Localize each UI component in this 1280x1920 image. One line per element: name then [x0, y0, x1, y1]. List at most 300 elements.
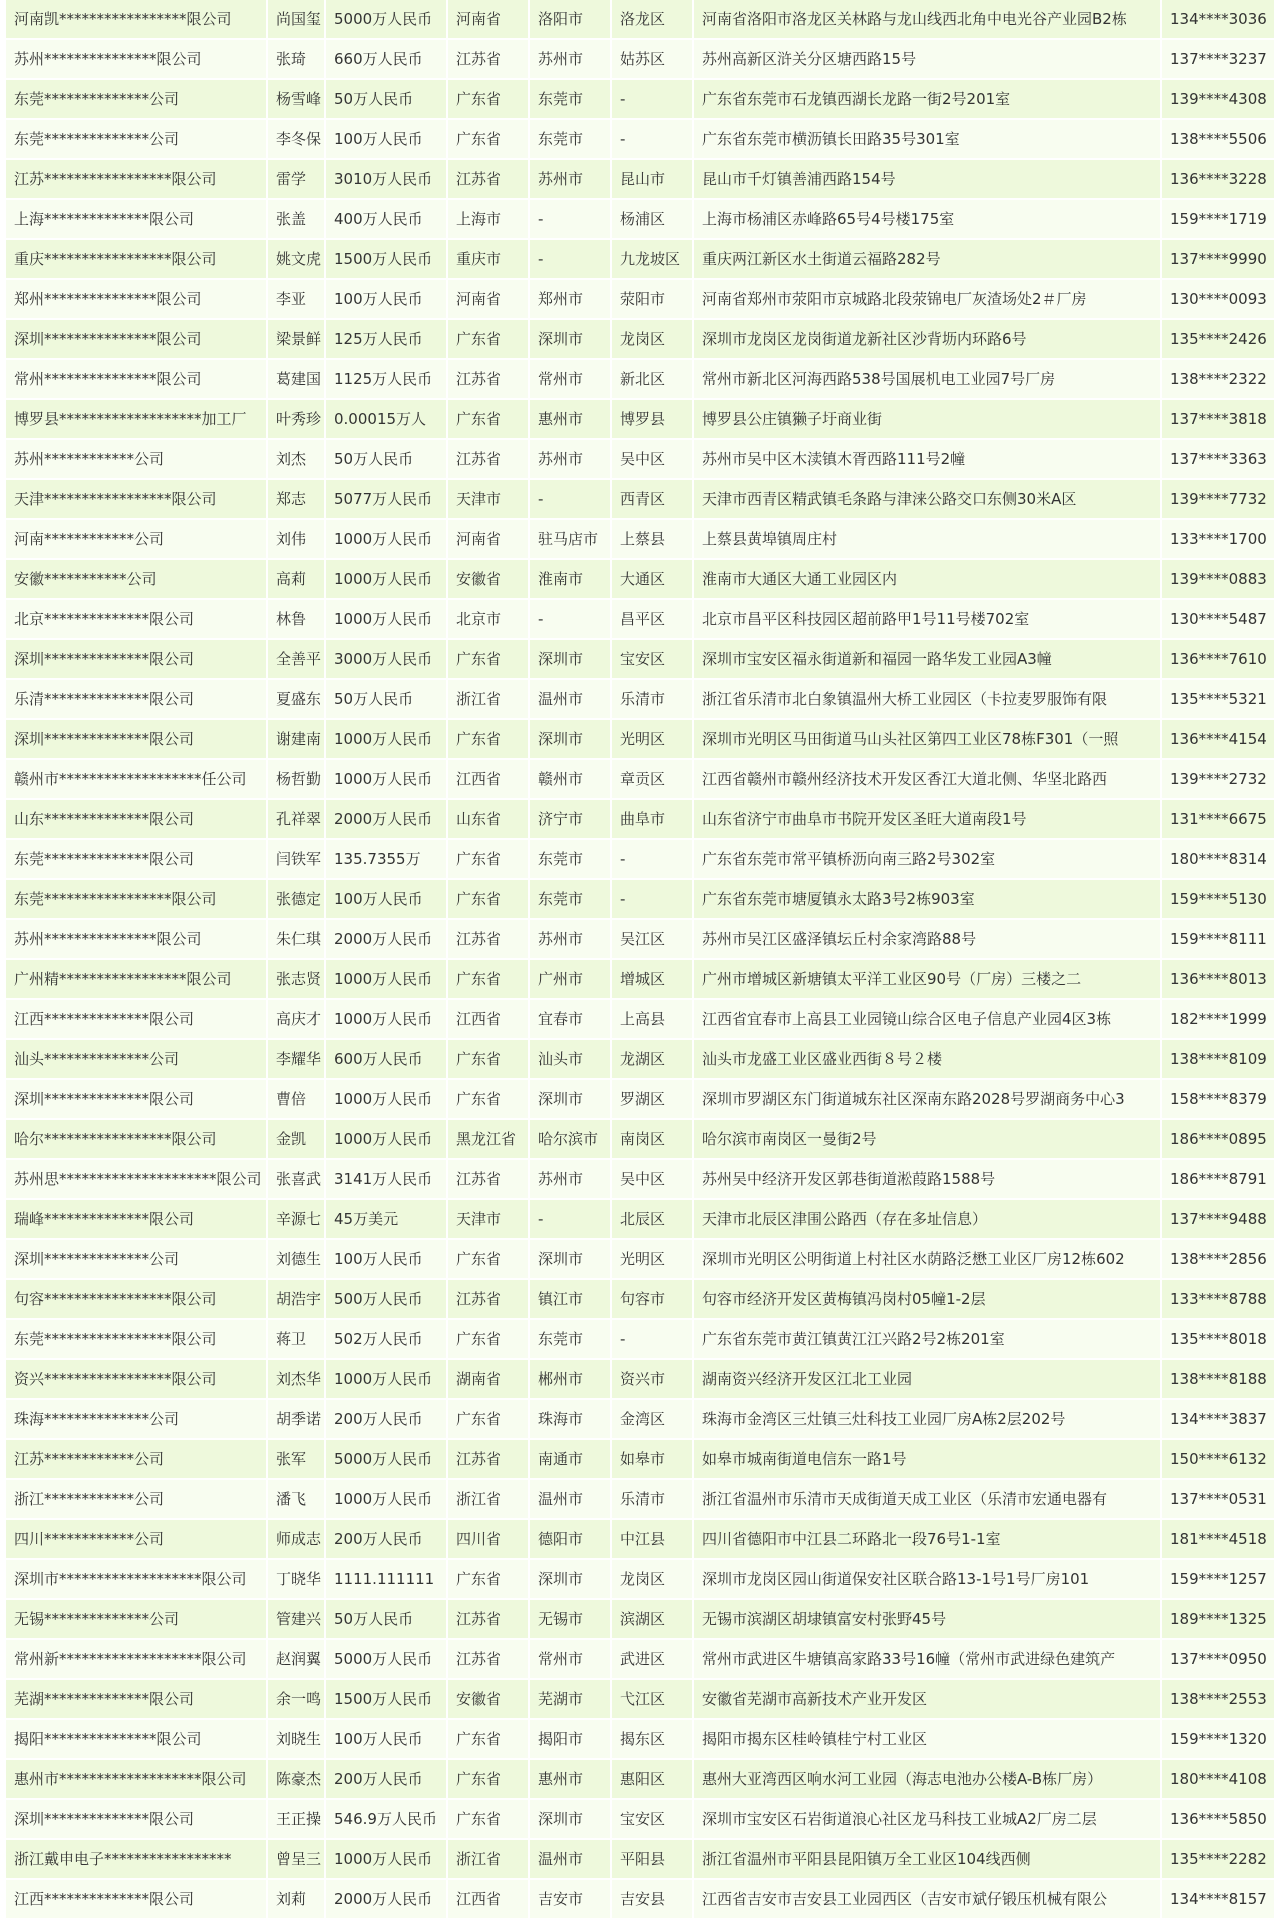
- legal-rep-cell: 葛建国: [268, 360, 326, 400]
- phone-cell: 136****4154: [1162, 720, 1274, 760]
- company-name-cell: 苏州************公司: [6, 440, 268, 480]
- address-cell: 上蔡县黄埠镇周庄村: [694, 520, 1162, 560]
- district-cell: 昆山市: [612, 160, 694, 200]
- district-cell: 杨浦区: [612, 200, 694, 240]
- district-cell: 乐清市: [612, 1480, 694, 1520]
- city-cell: 南通市: [530, 1440, 612, 1480]
- district-cell: 弋江区: [612, 1680, 694, 1720]
- city-cell: 苏州市: [530, 440, 612, 480]
- table-row: [6, 1200, 1274, 1240]
- legal-rep-cell: 张喜武: [268, 1160, 326, 1200]
- table-row: [6, 720, 1274, 760]
- legal-rep-cell: 张德定: [268, 880, 326, 920]
- address-cell: 深圳市罗湖区东门街道城东社区深南东路2028号罗湖商务中心3: [694, 1080, 1162, 1120]
- city-cell: 深圳市: [530, 320, 612, 360]
- province-cell: 广东省: [448, 80, 530, 120]
- phone-cell: 137****3237: [1162, 40, 1274, 80]
- province-cell: 江苏省: [448, 440, 530, 480]
- company-name-cell: 深圳**************限公司: [6, 1800, 268, 1840]
- legal-rep-cell: 全善平: [268, 640, 326, 680]
- table-row: [6, 400, 1274, 440]
- address-cell: 如皋市城南街道电信东一路1号: [694, 1440, 1162, 1480]
- province-cell: 江苏省: [448, 1600, 530, 1640]
- province-cell: 湖南省: [448, 1360, 530, 1400]
- legal-rep-cell: 管建兴: [268, 1600, 326, 1640]
- legal-rep-cell: 孔祥翠: [268, 800, 326, 840]
- capital-cell: 200万人民币: [326, 1400, 448, 1440]
- address-cell: 常州市新北区河海西路538号国展机电工业园7号厂房: [694, 360, 1162, 400]
- legal-rep-cell: 潘飞: [268, 1480, 326, 1520]
- city-cell: 洛阳市: [530, 0, 612, 40]
- table-row: [6, 1480, 1274, 1520]
- legal-rep-cell: 金凯: [268, 1120, 326, 1160]
- company-name-cell: 江西**************限公司: [6, 1880, 268, 1920]
- phone-cell: 189****1325: [1162, 1600, 1274, 1640]
- capital-cell: 0.00015万人: [326, 400, 448, 440]
- capital-cell: 1500万人民币: [326, 1680, 448, 1720]
- company-name-cell: 广州精*****************限公司: [6, 960, 268, 1000]
- province-cell: 浙江省: [448, 1480, 530, 1520]
- district-cell: 武进区: [612, 1640, 694, 1680]
- address-cell: 无锡市滨湖区胡埭镇富安村张野45号: [694, 1600, 1162, 1640]
- district-cell: -: [612, 1320, 694, 1360]
- province-cell: 广东省: [448, 1040, 530, 1080]
- phone-cell: 130****5487: [1162, 600, 1274, 640]
- province-cell: 安徽省: [448, 560, 530, 600]
- capital-cell: 600万人民币: [326, 1040, 448, 1080]
- legal-rep-cell: 胡季诺: [268, 1400, 326, 1440]
- address-cell: 深圳市光明区马田街道马山头社区第四工业区78栋F301（一照: [694, 720, 1162, 760]
- province-cell: 天津市: [448, 480, 530, 520]
- company-name-cell: 苏州思*********************限公司: [6, 1160, 268, 1200]
- phone-cell: 134****8157: [1162, 1880, 1274, 1920]
- legal-rep-cell: 刘莉: [268, 1880, 326, 1920]
- phone-cell: 138****2553: [1162, 1680, 1274, 1720]
- table-row: [6, 760, 1274, 800]
- capital-cell: 200万人民币: [326, 1760, 448, 1800]
- city-cell: 东莞市: [530, 80, 612, 120]
- company-name-cell: 江苏*****************限公司: [6, 160, 268, 200]
- province-cell: 广东省: [448, 1240, 530, 1280]
- company-name-cell: 山东**************限公司: [6, 800, 268, 840]
- table-body: [6, 0, 1274, 1920]
- company-name-cell: 瑞峰**************限公司: [6, 1200, 268, 1240]
- table-row: [6, 280, 1274, 320]
- table-row: [6, 1760, 1274, 1800]
- company-name-cell: 东莞**************公司: [6, 80, 268, 120]
- province-cell: 广东省: [448, 880, 530, 920]
- province-cell: 河南省: [448, 280, 530, 320]
- province-cell: 广东省: [448, 840, 530, 880]
- phone-cell: 159****1320: [1162, 1720, 1274, 1760]
- city-cell: 珠海市: [530, 1400, 612, 1440]
- address-cell: 浙江省温州市乐清市天成街道天成工业区（乐清市宏通电器有: [694, 1480, 1162, 1520]
- company-name-cell: 浙江************公司: [6, 1480, 268, 1520]
- legal-rep-cell: 师成志: [268, 1520, 326, 1560]
- table-row: [6, 1640, 1274, 1680]
- table-row: [6, 40, 1274, 80]
- company-name-cell: 江西**************限公司: [6, 1000, 268, 1040]
- district-cell: 洛龙区: [612, 0, 694, 40]
- district-cell: 昌平区: [612, 600, 694, 640]
- province-cell: 浙江省: [448, 1840, 530, 1880]
- address-cell: 四川省德阳市中江县二环路北一段76号1-1室: [694, 1520, 1162, 1560]
- district-cell: 上高县: [612, 1000, 694, 1040]
- capital-cell: 1000万人民币: [326, 720, 448, 760]
- table-row: [6, 240, 1274, 280]
- province-cell: 安徽省: [448, 1680, 530, 1720]
- capital-cell: 100万人民币: [326, 280, 448, 320]
- city-cell: 东莞市: [530, 840, 612, 880]
- capital-cell: 1000万人民币: [326, 1080, 448, 1120]
- city-cell: 芜湖市: [530, 1680, 612, 1720]
- company-name-cell: 苏州***************限公司: [6, 40, 268, 80]
- capital-cell: 3000万人民币: [326, 640, 448, 680]
- table-row: [6, 1360, 1274, 1400]
- capital-cell: 2000万人民币: [326, 1880, 448, 1920]
- province-cell: 江苏省: [448, 920, 530, 960]
- company-name-cell: 深圳**************公司: [6, 1240, 268, 1280]
- district-cell: 曲阜市: [612, 800, 694, 840]
- address-cell: 苏州市吴中区木渎镇木胥西路111号2幢: [694, 440, 1162, 480]
- city-cell: 汕头市: [530, 1040, 612, 1080]
- table-row: [6, 1880, 1274, 1920]
- company-name-cell: 江苏************公司: [6, 1440, 268, 1480]
- city-cell: 常州市: [530, 1640, 612, 1680]
- capital-cell: 5000万人民币: [326, 1440, 448, 1480]
- table-row: [6, 680, 1274, 720]
- capital-cell: 1000万人民币: [326, 960, 448, 1000]
- district-cell: 惠阳区: [612, 1760, 694, 1800]
- district-cell: -: [612, 120, 694, 160]
- company-name-cell: 苏州***************限公司: [6, 920, 268, 960]
- city-cell: 深圳市: [530, 640, 612, 680]
- city-cell: 镇江市: [530, 1280, 612, 1320]
- table-row: [6, 320, 1274, 360]
- phone-cell: 130****0093: [1162, 280, 1274, 320]
- city-cell: 温州市: [530, 680, 612, 720]
- city-cell: 郴州市: [530, 1360, 612, 1400]
- company-name-cell: 重庆*****************限公司: [6, 240, 268, 280]
- company-name-cell: 东莞**************公司: [6, 120, 268, 160]
- legal-rep-cell: 刘德生: [268, 1240, 326, 1280]
- city-cell: 惠州市: [530, 1760, 612, 1800]
- table-row: [6, 560, 1274, 600]
- address-cell: 重庆两江新区水土街道云福路282号: [694, 240, 1162, 280]
- company-name-cell: 芜湖**************限公司: [6, 1680, 268, 1720]
- table-row: [6, 1320, 1274, 1360]
- capital-cell: 5077万人民币: [326, 480, 448, 520]
- company-name-cell: 乐清**************限公司: [6, 680, 268, 720]
- capital-cell: 1000万人民币: [326, 1840, 448, 1880]
- address-cell: 句容市经济开发区黄梅镇冯岗村05幢1-2层: [694, 1280, 1162, 1320]
- city-cell: 深圳市: [530, 1560, 612, 1600]
- capital-cell: 50万人民币: [326, 80, 448, 120]
- address-cell: 江西省宜春市上高县工业园镜山综合区电子信息产业园4区3栋: [694, 1000, 1162, 1040]
- province-cell: 山东省: [448, 800, 530, 840]
- phone-cell: 136****3228: [1162, 160, 1274, 200]
- table-row: [6, 1040, 1274, 1080]
- legal-rep-cell: 李耀华: [268, 1040, 326, 1080]
- address-cell: 淮南市大通区大通工业园区内: [694, 560, 1162, 600]
- address-cell: 安徽省芜湖市高新技术产业开发区: [694, 1680, 1162, 1720]
- legal-rep-cell: 蒋卫: [268, 1320, 326, 1360]
- address-cell: 深圳市龙岗区龙岗街道龙新社区沙背坜内环路6号: [694, 320, 1162, 360]
- table-row: [6, 920, 1274, 960]
- address-cell: 苏州吴中经济开发区郭巷街道淞葭路1588号: [694, 1160, 1162, 1200]
- province-cell: 广东省: [448, 960, 530, 1000]
- company-name-cell: 揭阳***************限公司: [6, 1720, 268, 1760]
- district-cell: 西青区: [612, 480, 694, 520]
- table-row: [6, 1240, 1274, 1280]
- address-cell: 苏州市吴江区盛泽镇坛丘村余家湾路88号: [694, 920, 1162, 960]
- company-name-cell: 珠海**************公司: [6, 1400, 268, 1440]
- capital-cell: 1000万人民币: [326, 1000, 448, 1040]
- table-row: [6, 160, 1274, 200]
- phone-cell: 136****7610: [1162, 640, 1274, 680]
- legal-rep-cell: 王正操: [268, 1800, 326, 1840]
- capital-cell: 200万人民币: [326, 1520, 448, 1560]
- phone-cell: 137****9488: [1162, 1200, 1274, 1240]
- phone-cell: 139****4308: [1162, 80, 1274, 120]
- city-cell: 东莞市: [530, 880, 612, 920]
- province-cell: 广东省: [448, 1760, 530, 1800]
- phone-cell: 135****2282: [1162, 1840, 1274, 1880]
- phone-cell: 139****7732: [1162, 480, 1274, 520]
- table-row: [6, 1800, 1274, 1840]
- address-cell: 天津市北辰区津围公路西（存在多址信息）: [694, 1200, 1162, 1240]
- phone-cell: 186****8791: [1162, 1160, 1274, 1200]
- address-cell: 浙江省乐清市北白象镇温州大桥工业园区（卡拉麦罗服饰有限: [694, 680, 1162, 720]
- phone-cell: 137****3363: [1162, 440, 1274, 480]
- district-cell: 龙岗区: [612, 1560, 694, 1600]
- table-row: [6, 1560, 1274, 1600]
- table-row: [6, 1720, 1274, 1760]
- address-cell: 广东省东莞市黄江镇黄江江兴路2号2栋201室: [694, 1320, 1162, 1360]
- district-cell: 九龙坡区: [612, 240, 694, 280]
- capital-cell: 45万美元: [326, 1200, 448, 1240]
- capital-cell: 2000万人民币: [326, 920, 448, 960]
- company-name-cell: 汕头**************公司: [6, 1040, 268, 1080]
- table-row: [6, 480, 1274, 520]
- province-cell: 江苏省: [448, 1160, 530, 1200]
- city-cell: 东莞市: [530, 1320, 612, 1360]
- company-name-cell: 河南************公司: [6, 520, 268, 560]
- phone-cell: 135****8018: [1162, 1320, 1274, 1360]
- legal-rep-cell: 郑志: [268, 480, 326, 520]
- city-cell: 德阳市: [530, 1520, 612, 1560]
- province-cell: 广东省: [448, 720, 530, 760]
- district-cell: 揭东区: [612, 1720, 694, 1760]
- company-name-cell: 赣州市*******************任公司: [6, 760, 268, 800]
- district-cell: 增城区: [612, 960, 694, 1000]
- province-cell: 广东省: [448, 1400, 530, 1440]
- company-name-cell: 北京**************限公司: [6, 600, 268, 640]
- capital-cell: 3010万人民币: [326, 160, 448, 200]
- province-cell: 黑龙江省: [448, 1120, 530, 1160]
- legal-rep-cell: 刘杰: [268, 440, 326, 480]
- province-cell: 天津市: [448, 1200, 530, 1240]
- address-cell: 山东省济宁市曲阜市书院开发区圣旺大道南段1号: [694, 800, 1162, 840]
- address-cell: 江西省吉安市吉安县工业园西区（吉安市斌仔锻压机械有限公: [694, 1880, 1162, 1920]
- legal-rep-cell: 刘杰华: [268, 1360, 326, 1400]
- province-cell: 广东省: [448, 1720, 530, 1760]
- district-cell: -: [612, 80, 694, 120]
- address-cell: 广东省东莞市常平镇桥沥向南三路2号302室: [694, 840, 1162, 880]
- legal-rep-cell: 曹倍: [268, 1080, 326, 1120]
- province-cell: 江西省: [448, 1000, 530, 1040]
- company-name-cell: 惠州市*******************限公司: [6, 1760, 268, 1800]
- table-row: [6, 1600, 1274, 1640]
- province-cell: 广东省: [448, 320, 530, 360]
- capital-cell: 546.9万人民币: [326, 1800, 448, 1840]
- legal-rep-cell: 尚国玺: [268, 0, 326, 40]
- city-cell: 深圳市: [530, 720, 612, 760]
- legal-rep-cell: 朱仁琪: [268, 920, 326, 960]
- legal-rep-cell: 张盖: [268, 200, 326, 240]
- address-cell: 昆山市千灯镇善浦西路154号: [694, 160, 1162, 200]
- district-cell: 句容市: [612, 1280, 694, 1320]
- capital-cell: 50万人民币: [326, 680, 448, 720]
- city-cell: 淮南市: [530, 560, 612, 600]
- legal-rep-cell: 张琦: [268, 40, 326, 80]
- city-cell: 驻马店市: [530, 520, 612, 560]
- legal-rep-cell: 叶秀珍: [268, 400, 326, 440]
- phone-cell: 135****5321: [1162, 680, 1274, 720]
- capital-cell: 100万人民币: [326, 880, 448, 920]
- address-cell: 揭阳市揭东区桂岭镇桂宁村工业区: [694, 1720, 1162, 1760]
- phone-cell: 138****8109: [1162, 1040, 1274, 1080]
- address-cell: 深圳市宝安区福永街道新和福园一路华发工业园A3幢: [694, 640, 1162, 680]
- phone-cell: 159****5130: [1162, 880, 1274, 920]
- table-row: [6, 80, 1274, 120]
- address-cell: 天津市西青区精武镇毛条路与津涞公路交口东侧30米A区: [694, 480, 1162, 520]
- table-row: [6, 1520, 1274, 1560]
- company-name-cell: 河南凯*****************限公司: [6, 0, 268, 40]
- address-cell: 上海市杨浦区赤峰路65号4号楼175室: [694, 200, 1162, 240]
- address-cell: 深圳市光明区公明街道上村社区水荫路泛懋工业区厂房12栋602: [694, 1240, 1162, 1280]
- table-row: [6, 0, 1274, 40]
- legal-rep-cell: 余一鸣: [268, 1680, 326, 1720]
- district-cell: 资兴市: [612, 1360, 694, 1400]
- company-name-cell: 哈尔*****************限公司: [6, 1120, 268, 1160]
- province-cell: 广东省: [448, 1800, 530, 1840]
- company-name-cell: 深圳**************限公司: [6, 640, 268, 680]
- table-row: [6, 880, 1274, 920]
- company-table: [6, 0, 1274, 1920]
- province-cell: 浙江省: [448, 680, 530, 720]
- phone-cell: 133****8788: [1162, 1280, 1274, 1320]
- legal-rep-cell: 闫铁军: [268, 840, 326, 880]
- address-cell: 河南省郑州市荥阳市京城路北段荥锦电厂灰渣场处2＃厂房: [694, 280, 1162, 320]
- province-cell: 广东省: [448, 640, 530, 680]
- province-cell: 广东省: [448, 1080, 530, 1120]
- province-cell: 广东省: [448, 400, 530, 440]
- district-cell: 吴江区: [612, 920, 694, 960]
- city-cell: 温州市: [530, 1840, 612, 1880]
- province-cell: 河南省: [448, 0, 530, 40]
- province-cell: 江苏省: [448, 1440, 530, 1480]
- capital-cell: 1000万人民币: [326, 560, 448, 600]
- phone-cell: 131****6675: [1162, 800, 1274, 840]
- capital-cell: 5000万人民币: [326, 0, 448, 40]
- province-cell: 江苏省: [448, 40, 530, 80]
- capital-cell: 5000万人民币: [326, 1640, 448, 1680]
- table-row: [6, 840, 1274, 880]
- company-name-cell: 博罗县*******************加工厂: [6, 400, 268, 440]
- company-name-cell: 深圳市*******************限公司: [6, 1560, 268, 1600]
- legal-rep-cell: 陈豪杰: [268, 1760, 326, 1800]
- district-cell: 姑苏区: [612, 40, 694, 80]
- address-cell: 广州市增城区新塘镇太平洋工业区90号（厂房）三楼之二: [694, 960, 1162, 1000]
- legal-rep-cell: 杨雪峰: [268, 80, 326, 120]
- capital-cell: 100万人民币: [326, 120, 448, 160]
- table-row: [6, 120, 1274, 160]
- district-cell: 北辰区: [612, 1200, 694, 1240]
- address-cell: 博罗县公庄镇獭子圩商业街: [694, 400, 1162, 440]
- district-cell: 博罗县: [612, 400, 694, 440]
- district-cell: 如皋市: [612, 1440, 694, 1480]
- capital-cell: 125万人民币: [326, 320, 448, 360]
- legal-rep-cell: 曾呈三: [268, 1840, 326, 1880]
- phone-cell: 137****0950: [1162, 1640, 1274, 1680]
- city-cell: -: [530, 200, 612, 240]
- address-cell: 深圳市龙岗区园山街道保安社区联合路13-1号1号厂房101: [694, 1560, 1162, 1600]
- province-cell: 江苏省: [448, 160, 530, 200]
- address-cell: 浙江省温州市平阳县昆阳镇万全工业区104线西侧: [694, 1840, 1162, 1880]
- capital-cell: 500万人民币: [326, 1280, 448, 1320]
- phone-cell: 137****9990: [1162, 240, 1274, 280]
- city-cell: 赣州市: [530, 760, 612, 800]
- city-cell: 深圳市: [530, 1240, 612, 1280]
- district-cell: 吴中区: [612, 440, 694, 480]
- province-cell: 广东省: [448, 1320, 530, 1360]
- phone-cell: 136****8013: [1162, 960, 1274, 1000]
- province-cell: 河南省: [448, 520, 530, 560]
- legal-rep-cell: 丁晓华: [268, 1560, 326, 1600]
- city-cell: 东莞市: [530, 120, 612, 160]
- phone-cell: 182****1999: [1162, 1000, 1274, 1040]
- city-cell: -: [530, 240, 612, 280]
- legal-rep-cell: 刘晓生: [268, 1720, 326, 1760]
- province-cell: 北京市: [448, 600, 530, 640]
- company-name-cell: 常州***************限公司: [6, 360, 268, 400]
- address-cell: 河南省洛阳市洛龙区关林路与龙山线西北角中电光谷产业园B2栋: [694, 0, 1162, 40]
- capital-cell: 50万人民币: [326, 440, 448, 480]
- table-row: [6, 960, 1274, 1000]
- legal-rep-cell: 辛源七: [268, 1200, 326, 1240]
- district-cell: 荥阳市: [612, 280, 694, 320]
- capital-cell: 1000万人民币: [326, 1480, 448, 1520]
- province-cell: 江苏省: [448, 1280, 530, 1320]
- company-name-cell: 深圳***************限公司: [6, 320, 268, 360]
- city-cell: 苏州市: [530, 1160, 612, 1200]
- company-name-cell: 四川************公司: [6, 1520, 268, 1560]
- city-cell: 揭阳市: [530, 1720, 612, 1760]
- phone-cell: 159****1719: [1162, 200, 1274, 240]
- city-cell: 苏州市: [530, 160, 612, 200]
- phone-cell: 180****8314: [1162, 840, 1274, 880]
- company-name-cell: 句容*****************限公司: [6, 1280, 268, 1320]
- district-cell: 金湾区: [612, 1400, 694, 1440]
- district-cell: 龙岗区: [612, 320, 694, 360]
- capital-cell: 1000万人民币: [326, 1360, 448, 1400]
- city-cell: 深圳市: [530, 1080, 612, 1120]
- legal-rep-cell: 赵润翼: [268, 1640, 326, 1680]
- city-cell: 宜春市: [530, 1000, 612, 1040]
- phone-cell: 139****2732: [1162, 760, 1274, 800]
- company-name-cell: 上海**************限公司: [6, 200, 268, 240]
